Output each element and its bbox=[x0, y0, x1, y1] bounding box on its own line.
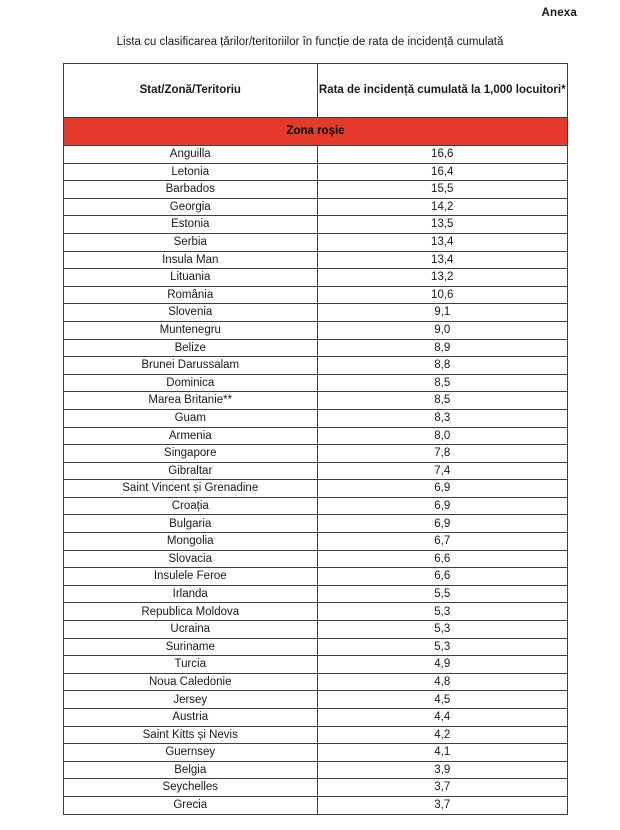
country-name-cell: Croația bbox=[64, 497, 318, 515]
zone-banner-label: Zona roșie bbox=[64, 118, 568, 146]
country-name-cell: Grecia bbox=[64, 796, 318, 814]
table-row bbox=[64, 691, 568, 709]
country-name-cell: Slovacia bbox=[64, 550, 318, 568]
country-name-cell: Jersey bbox=[64, 691, 318, 709]
incidence-rate-cell: 8,5 bbox=[317, 392, 568, 410]
incidence-rate-cell: 5,3 bbox=[317, 621, 568, 639]
incidence-rate-cell: 6,9 bbox=[317, 515, 568, 533]
incidence-rate-cell: 4,1 bbox=[317, 744, 568, 762]
table-header-row bbox=[64, 64, 568, 118]
table-row bbox=[64, 761, 568, 779]
table-row bbox=[64, 462, 568, 480]
table-row bbox=[64, 251, 568, 269]
table-row bbox=[64, 445, 568, 463]
incidence-rate-cell: 13,4 bbox=[317, 233, 568, 251]
table-row bbox=[64, 321, 568, 339]
table-row bbox=[64, 796, 568, 814]
country-name-cell: Belgia bbox=[64, 761, 318, 779]
incidence-rate-cell: 3,7 bbox=[317, 796, 568, 814]
table-row bbox=[64, 726, 568, 744]
table-body bbox=[64, 118, 568, 815]
table-row bbox=[64, 603, 568, 621]
incidence-rate-cell: 7,8 bbox=[317, 445, 568, 463]
table-row bbox=[64, 585, 568, 603]
country-name-cell: Singapore bbox=[64, 445, 318, 463]
incidence-rate-cell: 4,2 bbox=[317, 726, 568, 744]
country-name-cell: Saint Vincent și Grenadine bbox=[64, 480, 318, 498]
table-row bbox=[64, 269, 568, 287]
table-row bbox=[64, 286, 568, 304]
incidence-rate-cell: 8,5 bbox=[317, 374, 568, 392]
table-row bbox=[64, 533, 568, 551]
country-name-cell: Georgia bbox=[64, 198, 318, 216]
table-row bbox=[64, 550, 568, 568]
country-name-cell: Belize bbox=[64, 339, 318, 357]
column-header-state: Stat/Zonă/Teritoriu bbox=[64, 64, 318, 118]
country-name-cell: Guernsey bbox=[64, 744, 318, 762]
incidence-rate-cell: 13,5 bbox=[317, 216, 568, 234]
country-name-cell: Seychelles bbox=[64, 779, 318, 797]
incidence-rate-cell: 7,4 bbox=[317, 462, 568, 480]
table-row bbox=[64, 673, 568, 691]
incidence-rate-cell: 4,4 bbox=[317, 709, 568, 727]
table-row bbox=[64, 568, 568, 586]
incidence-rate-cell: 8,3 bbox=[317, 409, 568, 427]
country-name-cell: Letonia bbox=[64, 163, 318, 181]
incidence-table-container bbox=[63, 63, 568, 815]
table-row bbox=[64, 163, 568, 181]
table-row bbox=[64, 621, 568, 639]
zone-banner-row bbox=[64, 118, 568, 146]
table-row bbox=[64, 374, 568, 392]
incidence-rate-cell: 6,9 bbox=[317, 497, 568, 515]
incidence-rate-cell: 8,9 bbox=[317, 339, 568, 357]
annex-label: Anexa bbox=[541, 7, 577, 19]
country-name-cell: Republica Moldova bbox=[64, 603, 318, 621]
table-row bbox=[64, 744, 568, 762]
table-row bbox=[64, 480, 568, 498]
incidence-table bbox=[63, 63, 568, 815]
table-row bbox=[64, 233, 568, 251]
country-name-cell: Mongolia bbox=[64, 533, 318, 551]
incidence-rate-cell: 6,7 bbox=[317, 533, 568, 551]
table-row bbox=[64, 181, 568, 199]
incidence-rate-cell: 9,1 bbox=[317, 304, 568, 322]
country-name-cell: Estonia bbox=[64, 216, 318, 234]
country-name-cell: Gibraltar bbox=[64, 462, 318, 480]
table-row bbox=[64, 638, 568, 656]
table-row bbox=[64, 304, 568, 322]
country-name-cell: Saint Kitts și Nevis bbox=[64, 726, 318, 744]
country-name-cell: Armenia bbox=[64, 427, 318, 445]
country-name-cell: Insulele Feroe bbox=[64, 568, 318, 586]
country-name-cell: Turcia bbox=[64, 656, 318, 674]
table-row bbox=[64, 339, 568, 357]
page-title: Lista cu clasificarea țărilor/teritoriilor în funcție de rata de incidență cumulată bbox=[116, 36, 504, 48]
country-name-cell: Brunei Darussalam bbox=[64, 357, 318, 375]
country-name-cell: România bbox=[64, 286, 318, 304]
incidence-rate-cell: 13,4 bbox=[317, 251, 568, 269]
incidence-rate-cell: 6,9 bbox=[317, 480, 568, 498]
incidence-rate-cell: 8,0 bbox=[317, 427, 568, 445]
incidence-rate-cell: 16,4 bbox=[317, 163, 568, 181]
incidence-rate-cell: 13,2 bbox=[317, 269, 568, 287]
incidence-rate-cell: 3,7 bbox=[317, 779, 568, 797]
country-name-cell: Suriname bbox=[64, 638, 318, 656]
column-header-rate: Rata de incidență cumulată la 1,000 locuitori* bbox=[317, 64, 568, 118]
table-row bbox=[64, 392, 568, 410]
table-row bbox=[64, 709, 568, 727]
table-row bbox=[64, 427, 568, 445]
country-name-cell: Guam bbox=[64, 409, 318, 427]
country-name-cell: Serbia bbox=[64, 233, 318, 251]
incidence-rate-cell: 10,6 bbox=[317, 286, 568, 304]
table-row bbox=[64, 409, 568, 427]
incidence-rate-cell: 6,6 bbox=[317, 550, 568, 568]
incidence-rate-cell: 4,8 bbox=[317, 673, 568, 691]
country-name-cell: Irlanda bbox=[64, 585, 318, 603]
incidence-rate-cell: 3,9 bbox=[317, 761, 568, 779]
table-row bbox=[64, 515, 568, 533]
country-name-cell: Muntenegru bbox=[64, 321, 318, 339]
incidence-rate-cell: 16,6 bbox=[317, 146, 568, 164]
country-name-cell: Bulgaria bbox=[64, 515, 318, 533]
incidence-rate-cell: 4,9 bbox=[317, 656, 568, 674]
table-row bbox=[64, 497, 568, 515]
country-name-cell: Lituania bbox=[64, 269, 318, 287]
country-name-cell: Marea Britanie** bbox=[64, 392, 318, 410]
incidence-rate-cell: 5,3 bbox=[317, 638, 568, 656]
country-name-cell: Dominica bbox=[64, 374, 318, 392]
incidence-rate-cell: 14,2 bbox=[317, 198, 568, 216]
incidence-rate-cell: 5,3 bbox=[317, 603, 568, 621]
incidence-rate-cell: 15,5 bbox=[317, 181, 568, 199]
table-row bbox=[64, 656, 568, 674]
incidence-rate-cell: 5,5 bbox=[317, 585, 568, 603]
country-name-cell: Noua Caledonie bbox=[64, 673, 318, 691]
incidence-rate-cell: 4,5 bbox=[317, 691, 568, 709]
table-row bbox=[64, 198, 568, 216]
country-name-cell: Insula Man bbox=[64, 251, 318, 269]
table-row bbox=[64, 779, 568, 797]
country-name-cell: Barbados bbox=[64, 181, 318, 199]
country-name-cell: Austria bbox=[64, 709, 318, 727]
incidence-rate-cell: 9,0 bbox=[317, 321, 568, 339]
incidence-rate-cell: 8,8 bbox=[317, 357, 568, 375]
incidence-rate-cell: 6,6 bbox=[317, 568, 568, 586]
table-row bbox=[64, 146, 568, 164]
country-name-cell: Ucraina bbox=[64, 621, 318, 639]
table-row bbox=[64, 357, 568, 375]
country-name-cell: Slovenia bbox=[64, 304, 318, 322]
country-name-cell: Anguilla bbox=[64, 146, 318, 164]
table-row bbox=[64, 216, 568, 234]
